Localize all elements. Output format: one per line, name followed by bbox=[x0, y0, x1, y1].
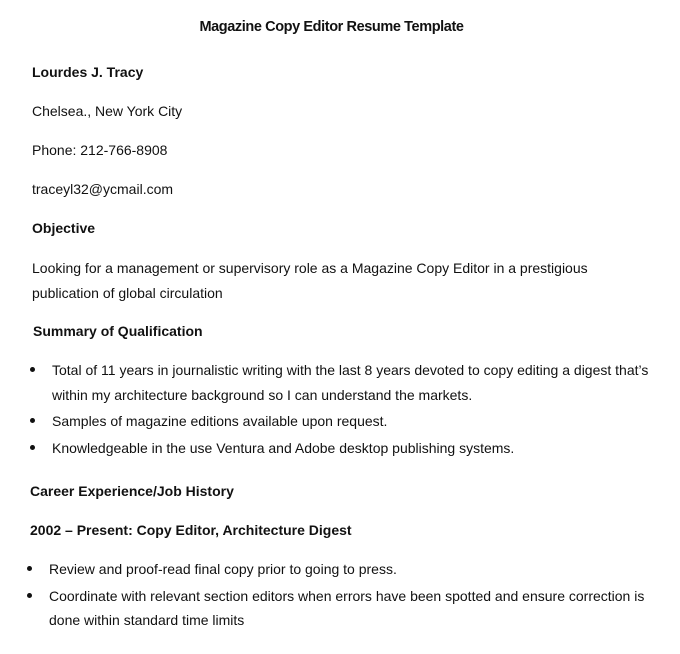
qualifications-heading: Summary of Qualification bbox=[33, 323, 203, 339]
experience-heading: Career Experience/Job History bbox=[30, 483, 234, 499]
list-item: Coordinate with relevant section editors when errors have been spotted and ensure correction is done within standard time limits bbox=[49, 584, 657, 633]
bullet-icon bbox=[30, 445, 35, 450]
list-item: Review and proof-read final copy prior to going to press. bbox=[49, 557, 657, 582]
applicant-name: Lourdes J. Tracy bbox=[32, 64, 144, 80]
job-title: 2002 – Present: Copy Editor, Architecture Digest bbox=[30, 522, 352, 538]
objective-text: Looking for a management or supervisory role as a Magazine Copy Editor in a prestigious publication of global circulation bbox=[32, 260, 588, 301]
qualifications-list bbox=[52, 358, 660, 460]
applicant-phone: Phone: 212-766-8908 bbox=[32, 142, 168, 158]
job-duties-list bbox=[49, 557, 657, 633]
list-item: Total of 11 years in journalistic writing with the last 8 years devoted to copy editing a digest that’s within my architecture background so I can understand the markets. bbox=[52, 358, 660, 407]
list-item: Knowledgeable in the use Ventura and Adobe desktop publishing systems. bbox=[52, 436, 660, 461]
bullet-icon bbox=[30, 418, 35, 423]
document-title: Magazine Copy Editor Resume Template bbox=[199, 19, 464, 35]
applicant-location: Chelsea., New York City bbox=[32, 103, 183, 119]
objective-heading: Objective bbox=[32, 220, 96, 236]
bullet-icon bbox=[27, 566, 32, 571]
bullet-icon bbox=[27, 593, 32, 598]
bullet-icon bbox=[30, 367, 35, 372]
list-item: Samples of magazine editions available upon request. bbox=[52, 409, 660, 434]
applicant-email: traceyl32@ycmail.com bbox=[32, 181, 174, 197]
